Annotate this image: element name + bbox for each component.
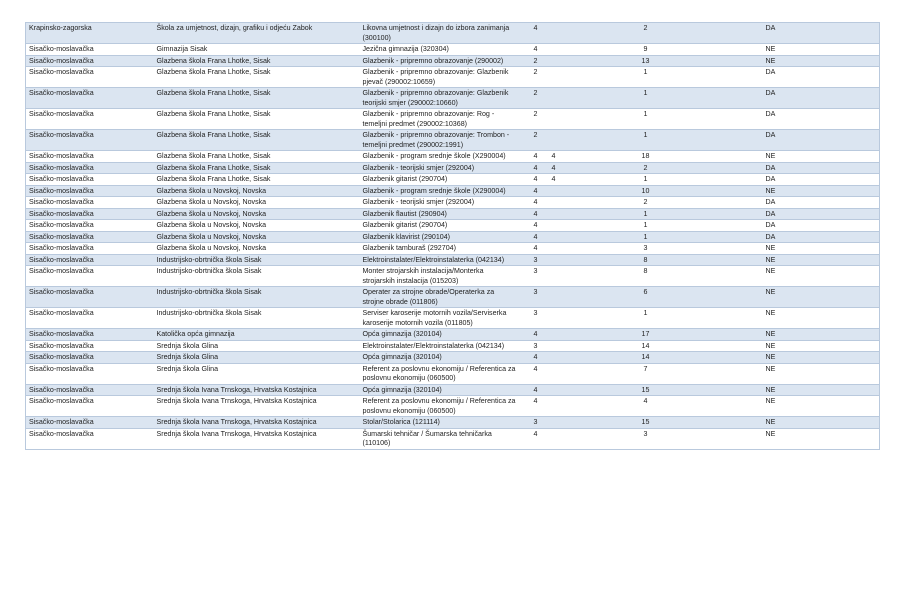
flag-cell: NE	[706, 308, 880, 329]
county-cell: Sisačko-moslavačka	[26, 109, 154, 130]
duration-cell: 4	[520, 396, 552, 417]
table-row	[26, 44, 880, 56]
table-row	[26, 130, 880, 151]
duration-cell: 4	[520, 363, 552, 384]
table-row	[26, 162, 880, 174]
duration-cell: 3	[520, 417, 552, 429]
duration-cell: 4	[520, 231, 552, 243]
school-cell: Srednja škola Ivana Trnskoga, Hrvatska Kostajnica	[154, 417, 360, 429]
program-cell: Glazbenik - pripremno obrazovanje: Glazbenik pjevač (290002:10659)	[360, 67, 520, 88]
places-cell: 9	[586, 44, 706, 56]
program-cell: Referent za poslovnu ekonomiju / Referentica za poslovnu ekonomiju (060500)	[360, 396, 520, 417]
extra-cell: 4	[552, 151, 586, 163]
extra-cell	[552, 329, 586, 341]
county-cell: Sisačko-moslavačka	[26, 151, 154, 163]
county-cell: Sisačko-moslavačka	[26, 208, 154, 220]
schools-table	[25, 22, 880, 450]
table-row	[26, 287, 880, 308]
duration-cell: 4	[520, 151, 552, 163]
duration-cell: 4	[520, 162, 552, 174]
flag-cell: NE	[706, 266, 880, 287]
places-cell: 8	[586, 254, 706, 266]
program-cell: Glazbenik - teorijski smjer (292004)	[360, 162, 520, 174]
program-cell: Elektroinstalater/Elektroinstalaterka (042134)	[360, 340, 520, 352]
extra-cell	[552, 308, 586, 329]
duration-cell: 4	[520, 428, 552, 449]
flag-cell: NE	[706, 329, 880, 341]
county-cell: Sisačko-moslavačka	[26, 352, 154, 364]
extra-cell	[552, 130, 586, 151]
school-cell: Srednja škola Glina	[154, 352, 360, 364]
table-row	[26, 329, 880, 341]
county-cell: Sisačko-moslavačka	[26, 220, 154, 232]
duration-cell: 4	[520, 44, 552, 56]
flag-cell: NE	[706, 151, 880, 163]
table-row	[26, 109, 880, 130]
flag-cell: DA	[706, 130, 880, 151]
table-row	[26, 396, 880, 417]
program-cell: Stolar/Stolarica (121114)	[360, 417, 520, 429]
county-cell: Sisačko-moslavačka	[26, 254, 154, 266]
school-cell: Glazbena škola u Novskoj, Novska	[154, 231, 360, 243]
program-cell: Opća gimnazija (320104)	[360, 384, 520, 396]
places-cell: 3	[586, 243, 706, 255]
document-page	[25, 22, 879, 450]
table-row	[26, 220, 880, 232]
extra-cell	[552, 340, 586, 352]
flag-cell: DA	[706, 88, 880, 109]
places-cell: 7	[586, 363, 706, 384]
extra-cell: 4	[552, 174, 586, 186]
places-cell: 14	[586, 340, 706, 352]
program-cell: Referent za poslovnu ekonomiju / Referentica za poslovnu ekonomiju (060500)	[360, 363, 520, 384]
extra-cell	[552, 243, 586, 255]
duration-cell: 4	[520, 185, 552, 197]
extra-cell: 4	[552, 162, 586, 174]
flag-cell: DA	[706, 231, 880, 243]
places-cell: 1	[586, 174, 706, 186]
table-row	[26, 340, 880, 352]
school-cell: Glazbena škola Frana Lhotke, Sisak	[154, 88, 360, 109]
school-cell: Glazbena škola u Novskoj, Novska	[154, 220, 360, 232]
duration-cell: 4	[520, 197, 552, 209]
places-cell: 4	[586, 396, 706, 417]
flag-cell: NE	[706, 55, 880, 67]
extra-cell	[552, 88, 586, 109]
school-cell: Srednja škola Ivana Trnskoga, Hrvatska Kostajnica	[154, 428, 360, 449]
table-row	[26, 428, 880, 449]
table-body	[26, 23, 880, 450]
program-cell: Glazbenik - teorijski smjer (292004)	[360, 197, 520, 209]
county-cell: Sisačko-moslavačka	[26, 197, 154, 209]
duration-cell: 2	[520, 130, 552, 151]
county-cell: Sisačko-moslavačka	[26, 243, 154, 255]
flag-cell: NE	[706, 185, 880, 197]
places-cell: 6	[586, 287, 706, 308]
places-cell: 1	[586, 231, 706, 243]
flag-cell: NE	[706, 243, 880, 255]
program-cell: Likovna umjetnost i dizajn do izbora zanimanja (300100)	[360, 23, 520, 44]
program-cell: Glazbenik - program srednje škole (X290004)	[360, 185, 520, 197]
duration-cell: 3	[520, 287, 552, 308]
places-cell: 15	[586, 417, 706, 429]
extra-cell	[552, 428, 586, 449]
program-cell: Glazbenik klavirist (290104)	[360, 231, 520, 243]
program-cell: Jezična gimnazija (320304)	[360, 44, 520, 56]
flag-cell: DA	[706, 208, 880, 220]
table-row	[26, 88, 880, 109]
school-cell: Industrijsko-obrtnička škola Sisak	[154, 254, 360, 266]
table-row	[26, 197, 880, 209]
table-row	[26, 185, 880, 197]
school-cell: Škola za umjetnost, dizajn, grafiku i odjeću Zabok	[154, 23, 360, 44]
flag-cell: NE	[706, 384, 880, 396]
extra-cell	[552, 23, 586, 44]
school-cell: Gimnazija Sisak	[154, 44, 360, 56]
county-cell: Krapinsko-zagorska	[26, 23, 154, 44]
flag-cell: DA	[706, 162, 880, 174]
county-cell: Sisačko-moslavačka	[26, 44, 154, 56]
school-cell: Katolička opća gimnazija	[154, 329, 360, 341]
extra-cell	[552, 220, 586, 232]
flag-cell: DA	[706, 220, 880, 232]
table-row	[26, 151, 880, 163]
program-cell: Operater za strojne obrade/Operaterka za strojne obrade (011806)	[360, 287, 520, 308]
flag-cell: DA	[706, 67, 880, 88]
county-cell: Sisačko-moslavačka	[26, 329, 154, 341]
school-cell: Srednja škola Glina	[154, 340, 360, 352]
county-cell: Sisačko-moslavačka	[26, 340, 154, 352]
school-cell: Industrijsko-obrtnička škola Sisak	[154, 266, 360, 287]
extra-cell	[552, 384, 586, 396]
county-cell: Sisačko-moslavačka	[26, 363, 154, 384]
school-cell: Glazbena škola u Novskoj, Novska	[154, 197, 360, 209]
school-cell: Srednja škola Ivana Trnskoga, Hrvatska Kostajnica	[154, 384, 360, 396]
places-cell: 2	[586, 23, 706, 44]
table-row	[26, 384, 880, 396]
flag-cell: DA	[706, 109, 880, 130]
extra-cell	[552, 396, 586, 417]
table-row	[26, 243, 880, 255]
table-row	[26, 23, 880, 44]
county-cell: Sisačko-moslavačka	[26, 67, 154, 88]
duration-cell: 4	[520, 174, 552, 186]
school-cell: Srednja škola Glina	[154, 363, 360, 384]
county-cell: Sisačko-moslavačka	[26, 174, 154, 186]
county-cell: Sisačko-moslavačka	[26, 185, 154, 197]
flag-cell: DA	[706, 174, 880, 186]
table-row	[26, 308, 880, 329]
school-cell: Glazbena škola Frana Lhotke, Sisak	[154, 67, 360, 88]
duration-cell: 4	[520, 329, 552, 341]
extra-cell	[552, 352, 586, 364]
program-cell: Glazbenik - pripremno obrazovanje: Trombon - temeljni predmet (290002:1991)	[360, 130, 520, 151]
places-cell: 8	[586, 266, 706, 287]
table-row	[26, 231, 880, 243]
duration-cell: 4	[520, 352, 552, 364]
places-cell: 1	[586, 67, 706, 88]
duration-cell: 4	[520, 208, 552, 220]
county-cell: Sisačko-moslavačka	[26, 287, 154, 308]
flag-cell: NE	[706, 417, 880, 429]
places-cell: 1	[586, 109, 706, 130]
program-cell: Serviser karoserije motornih vozila/Serviserka karoserije motornih vozila (011805)	[360, 308, 520, 329]
table-row	[26, 67, 880, 88]
extra-cell	[552, 417, 586, 429]
school-cell: Glazbena škola Frana Lhotke, Sisak	[154, 162, 360, 174]
program-cell: Glazbenik tamburaš (292704)	[360, 243, 520, 255]
duration-cell: 3	[520, 266, 552, 287]
program-cell: Glazbenik - program srednje škole (X290004)	[360, 151, 520, 163]
flag-cell: NE	[706, 352, 880, 364]
program-cell: Šumarski tehničar / Šumarska tehničarka (110106)	[360, 428, 520, 449]
table-row	[26, 174, 880, 186]
duration-cell: 2	[520, 55, 552, 67]
table-row	[26, 208, 880, 220]
school-cell: Glazbena škola u Novskoj, Novska	[154, 243, 360, 255]
county-cell: Sisačko-moslavačka	[26, 396, 154, 417]
duration-cell: 3	[520, 340, 552, 352]
places-cell: 10	[586, 185, 706, 197]
program-cell: Glazbenik gitarist (290704)	[360, 174, 520, 186]
program-cell: Glazbenik gitarist (290704)	[360, 220, 520, 232]
flag-cell: NE	[706, 287, 880, 308]
program-cell: Opća gimnazija (320104)	[360, 352, 520, 364]
school-cell: Glazbena škola u Novskoj, Novska	[154, 185, 360, 197]
table-row	[26, 417, 880, 429]
duration-cell: 4	[520, 384, 552, 396]
program-cell: Elektroinstalater/Elektroinstalaterka (042134)	[360, 254, 520, 266]
places-cell: 18	[586, 151, 706, 163]
places-cell: 1	[586, 208, 706, 220]
places-cell: 1	[586, 220, 706, 232]
county-cell: Sisačko-moslavačka	[26, 417, 154, 429]
county-cell: Sisačko-moslavačka	[26, 308, 154, 329]
school-cell: Glazbena škola Frana Lhotke, Sisak	[154, 174, 360, 186]
flag-cell: DA	[706, 197, 880, 209]
school-cell: Glazbena škola Frana Lhotke, Sisak	[154, 130, 360, 151]
county-cell: Sisačko-moslavačka	[26, 384, 154, 396]
flag-cell: NE	[706, 396, 880, 417]
extra-cell	[552, 67, 586, 88]
extra-cell	[552, 185, 586, 197]
school-cell: Glazbena škola u Novskoj, Novska	[154, 208, 360, 220]
program-cell: Glazbenik flautist (290904)	[360, 208, 520, 220]
table-row	[26, 254, 880, 266]
county-cell: Sisačko-moslavačka	[26, 428, 154, 449]
extra-cell	[552, 287, 586, 308]
school-cell: Glazbena škola Frana Lhotke, Sisak	[154, 151, 360, 163]
extra-cell	[552, 44, 586, 56]
county-cell: Sisačko-moslavačka	[26, 231, 154, 243]
program-cell: Opća gimnazija (320104)	[360, 329, 520, 341]
county-cell: Sisačko-moslavačka	[26, 130, 154, 151]
duration-cell: 4	[520, 220, 552, 232]
program-cell: Glazbenik - pripremno obrazovanje: Glazbenik teorijski smjer (290002:10660)	[360, 88, 520, 109]
places-cell: 1	[586, 88, 706, 109]
program-cell: Glazbenik - pripremno obrazovanje (290002)	[360, 55, 520, 67]
flag-cell: NE	[706, 340, 880, 352]
extra-cell	[552, 266, 586, 287]
county-cell: Sisačko-moslavačka	[26, 162, 154, 174]
table-row	[26, 55, 880, 67]
duration-cell: 4	[520, 23, 552, 44]
extra-cell	[552, 254, 586, 266]
county-cell: Sisačko-moslavačka	[26, 88, 154, 109]
duration-cell: 3	[520, 308, 552, 329]
program-cell: Monter strojarskih instalacija/Monterka strojarskih instalacija (015203)	[360, 266, 520, 287]
places-cell: 2	[586, 197, 706, 209]
table-row	[26, 352, 880, 364]
places-cell: 14	[586, 352, 706, 364]
program-cell: Glazbenik - pripremno obrazovanje: Rog - temeljni predmet (290002:10368)	[360, 109, 520, 130]
extra-cell	[552, 231, 586, 243]
duration-cell: 4	[520, 243, 552, 255]
places-cell: 13	[586, 55, 706, 67]
extra-cell	[552, 363, 586, 384]
table-row	[26, 266, 880, 287]
flag-cell: NE	[706, 44, 880, 56]
school-cell: Glazbena škola Frana Lhotke, Sisak	[154, 55, 360, 67]
duration-cell: 2	[520, 67, 552, 88]
extra-cell	[552, 197, 586, 209]
extra-cell	[552, 55, 586, 67]
places-cell: 1	[586, 308, 706, 329]
flag-cell: NE	[706, 428, 880, 449]
places-cell: 2	[586, 162, 706, 174]
school-cell: Industrijsko-obrtnička škola Sisak	[154, 287, 360, 308]
table-row	[26, 363, 880, 384]
school-cell: Industrijsko-obrtnička škola Sisak	[154, 308, 360, 329]
extra-cell	[552, 109, 586, 130]
school-cell: Srednja škola Ivana Trnskoga, Hrvatska Kostajnica	[154, 396, 360, 417]
places-cell: 3	[586, 428, 706, 449]
extra-cell	[552, 208, 586, 220]
flag-cell: NE	[706, 254, 880, 266]
county-cell: Sisačko-moslavačka	[26, 266, 154, 287]
places-cell: 1	[586, 130, 706, 151]
flag-cell: NE	[706, 363, 880, 384]
places-cell: 17	[586, 329, 706, 341]
duration-cell: 2	[520, 88, 552, 109]
flag-cell: DA	[706, 23, 880, 44]
duration-cell: 2	[520, 109, 552, 130]
county-cell: Sisačko-moslavačka	[26, 55, 154, 67]
places-cell: 15	[586, 384, 706, 396]
duration-cell: 3	[520, 254, 552, 266]
school-cell: Glazbena škola Frana Lhotke, Sisak	[154, 109, 360, 130]
